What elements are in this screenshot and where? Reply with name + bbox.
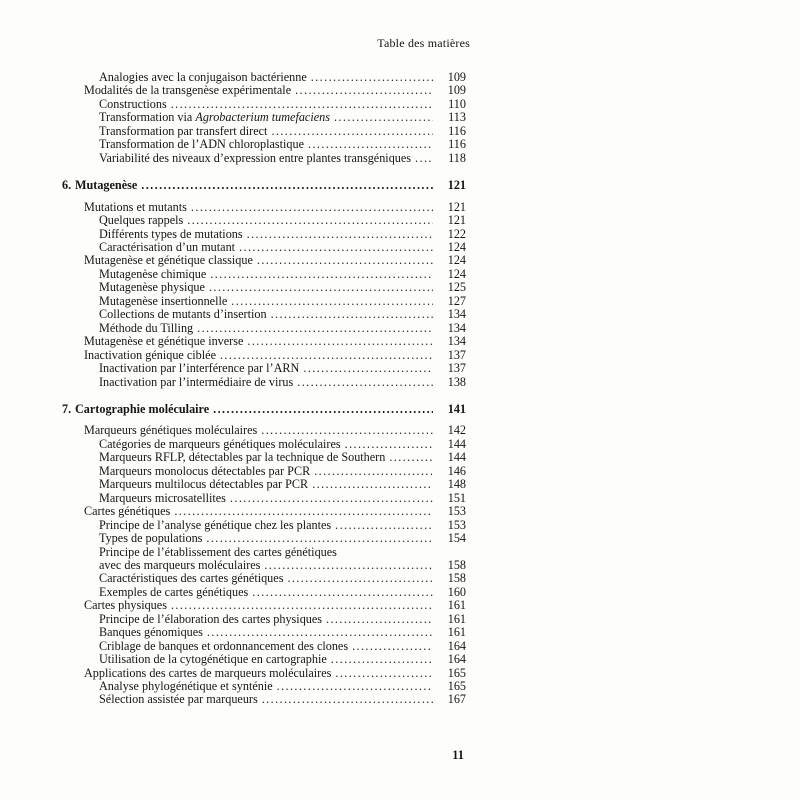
toc-entry-label: Mutagenèse et génétique classique — [84, 253, 253, 268]
toc-entry-label: Cartes génétiques — [84, 504, 171, 519]
dot-leader — [261, 424, 433, 437]
toc-entry — [62, 626, 466, 639]
toc-entry — [62, 667, 466, 680]
toc-entry — [62, 295, 466, 308]
toc-entry-page: 144 — [447, 436, 466, 451]
toc-entry-page: 121 — [447, 199, 466, 214]
toc-entry — [62, 376, 466, 389]
toc-entry-label: Types de populations — [99, 531, 203, 546]
toc-entry — [62, 532, 466, 545]
toc-entry-page: 165 — [447, 665, 466, 680]
toc-entry-page: 142 — [447, 423, 466, 438]
toc-entry — [62, 572, 466, 585]
dot-leader — [311, 71, 433, 84]
toc-entry-label: Mutagenèse chimique — [99, 266, 207, 281]
dot-leader — [335, 519, 433, 532]
toc-entry — [62, 680, 466, 693]
toc-entry — [62, 438, 466, 451]
species-name-italic: Agrobacterium tumefaciens — [195, 110, 330, 125]
toc-entry-label: Transformation via Agrobacterium tumefaciens — [99, 110, 330, 125]
toc-entry-page: 127 — [447, 293, 466, 308]
toc-entry — [62, 335, 466, 348]
toc-entry-label: Mutagenèse insertionnelle — [99, 293, 228, 308]
dot-leader — [352, 640, 433, 653]
toc-entry — [62, 492, 466, 505]
toc-entry-label: Méthode du Tilling — [99, 320, 194, 335]
toc-entry-page: 164 — [447, 638, 466, 653]
toc-entry-page: 134 — [447, 320, 466, 335]
dot-leader — [191, 201, 433, 214]
toc-entry-label: Marqueurs monolocus détectables par PCR — [99, 463, 311, 478]
dot-leader — [314, 465, 433, 478]
toc-entry-label: Applications des cartes de marqueurs moléculaires — [84, 665, 332, 680]
dot-leader — [209, 281, 433, 294]
toc-entry-page: 161 — [447, 625, 466, 640]
toc-entry-page: 116 — [448, 137, 466, 152]
toc-entry-label: Quelques rappels — [99, 213, 184, 228]
toc-entry-label: Caractérisation d’un mutant — [99, 239, 236, 254]
toc-entry-page: 165 — [447, 679, 466, 694]
toc-entry — [62, 519, 466, 532]
dot-leader — [171, 599, 433, 612]
toc-entry-page: 153 — [447, 517, 466, 532]
toc-entry — [62, 152, 466, 165]
dot-leader — [287, 572, 433, 585]
toc-entry-page: 134 — [447, 307, 466, 322]
table-of-contents — [62, 71, 466, 707]
toc-entry — [62, 71, 466, 84]
toc-entry-label: Collections de mutants d’insertion — [99, 307, 267, 322]
toc-entry-label: Criblage de banques et ordonnancement des clones — [99, 638, 349, 653]
toc-entry-label: Principe de l’élaboration des cartes physiques — [99, 611, 323, 626]
toc-entry-label: Cartes physiques — [84, 598, 167, 613]
dot-leader — [171, 98, 433, 111]
toc-entry-label: Mutagenèse physique — [99, 280, 205, 295]
toc-entry-page: 121 — [447, 178, 466, 193]
dot-leader — [230, 492, 433, 505]
toc-entry — [62, 98, 466, 111]
dot-leader — [389, 451, 433, 464]
toc-entry — [62, 125, 466, 138]
toc-entry-page: 122 — [447, 226, 466, 241]
toc-entry-label: Sélection assistée par marqueurs — [99, 692, 258, 707]
dot-leader — [334, 111, 433, 124]
toc-entry — [62, 451, 466, 464]
toc-entry-label: avec des marqueurs moléculaires — [99, 557, 261, 572]
toc-entry — [62, 349, 466, 362]
toc-entry-label: Marqueurs RFLP, détectables par la technique de Southern — [99, 450, 386, 465]
toc-entry-label: Modalités de la transgenèse expérimentale — [84, 83, 292, 98]
toc-entry — [62, 599, 466, 612]
toc-entry-label: Inactivation par l’interférence par l’ARN — [99, 361, 300, 376]
toc-entry-label: Analyse phylogénétique et synténie — [99, 679, 273, 694]
toc-entry — [62, 228, 466, 241]
dot-leader — [415, 152, 433, 165]
toc-entry-label: Banques génomiques — [99, 625, 203, 640]
dot-leader — [345, 438, 433, 451]
toc-entry — [62, 693, 466, 706]
toc-entry-page: 160 — [447, 584, 466, 599]
toc-entry — [62, 613, 466, 626]
toc-entry-page: 121 — [447, 213, 466, 228]
dot-leader — [231, 295, 433, 308]
toc-entry — [62, 308, 466, 321]
toc-entry-page: 109 — [447, 70, 466, 84]
dot-leader — [207, 626, 433, 639]
toc-entry-label: Mutagenèse — [75, 178, 138, 193]
toc-entry-page: 161 — [447, 598, 466, 613]
toc-entry-label: Caractéristiques des cartes génétiques — [99, 571, 284, 586]
toc-entry-page: 148 — [447, 477, 466, 492]
dot-leader — [335, 667, 433, 680]
toc-entry-label: Inactivation par l’intermédiaire de virus — [99, 374, 294, 389]
toc-entry-page: 137 — [447, 347, 466, 362]
dot-leader — [331, 653, 433, 666]
dot-leader — [206, 532, 433, 545]
toc-entry-page: 151 — [447, 490, 466, 505]
toc-entry-page: 113 — [448, 110, 466, 125]
toc-entry-label: Variabilité des niveaux d’expression entre plantes transgéniques — [99, 150, 412, 165]
toc-entry — [62, 111, 466, 124]
toc-entry-label: Marqueurs multilocus détectables par PCR — [99, 477, 309, 492]
toc-entry — [62, 281, 466, 294]
dot-leader — [141, 179, 433, 192]
toc-entry — [62, 268, 466, 281]
toc-entry-page: 124 — [447, 253, 466, 268]
toc-entry-page: 116 — [448, 123, 466, 138]
toc-entry-page: 124 — [447, 239, 466, 254]
dot-leader — [239, 241, 433, 254]
toc-entry-page: 124 — [447, 266, 466, 281]
toc-entry-page: 125 — [447, 280, 466, 295]
toc-entry — [62, 478, 466, 491]
toc-entry-page: 109 — [447, 83, 466, 98]
toc-entry-label: Mutagenèse et génétique inverse — [84, 334, 244, 349]
toc-entry-label: Catégories de marqueurs génétiques moléculaires — [99, 436, 341, 451]
dot-leader — [303, 362, 433, 375]
toc-entry-page: 164 — [447, 652, 466, 667]
toc-entry-page: 144 — [447, 450, 466, 465]
dot-leader — [210, 268, 433, 281]
dot-leader — [247, 228, 433, 241]
toc-entry — [62, 254, 466, 267]
toc-entry — [62, 640, 466, 653]
toc-entry — [62, 214, 466, 227]
dot-leader — [308, 138, 433, 151]
dot-leader — [174, 505, 433, 518]
toc-entry-page: 158 — [447, 571, 466, 586]
dot-leader — [326, 613, 433, 626]
toc-entry-label: Exemples de cartes génétiques — [99, 584, 249, 599]
dot-leader — [197, 322, 433, 335]
toc-entry-label: Utilisation de la cytogénétique en cartographie — [99, 652, 327, 667]
toc-entry-label: Marqueurs génétiques moléculaires — [84, 423, 258, 438]
toc-entry — [62, 201, 466, 214]
toc-entry — [62, 179, 466, 192]
folio-page-number: 11 — [452, 748, 464, 762]
toc-entry — [62, 84, 466, 97]
toc-entry-label: Différents types de mutations — [99, 226, 243, 241]
toc-entry-page: 167 — [447, 692, 466, 707]
toc-entry-label: Inactivation génique ciblée — [84, 347, 216, 362]
toc-entry — [62, 505, 466, 518]
toc-entry — [62, 403, 466, 416]
dot-leader — [277, 680, 433, 693]
dot-leader — [264, 559, 433, 572]
dot-leader — [262, 693, 433, 706]
toc-entry — [62, 559, 466, 572]
toc-entry-page: 118 — [448, 150, 466, 165]
toc-entry-page: 134 — [447, 334, 466, 349]
dot-leader — [295, 84, 433, 97]
toc-entry — [62, 546, 466, 559]
dot-leader — [312, 478, 433, 491]
toc-entry-page: 158 — [447, 557, 466, 572]
toc-entry-label: Transformation par transfert direct — [99, 123, 268, 138]
toc-entry-page: 154 — [447, 531, 466, 546]
dot-leader — [297, 376, 433, 389]
dot-leader — [187, 214, 433, 227]
toc-entry-label: Principe de l’analyse génétique chez les plantes — [99, 517, 332, 532]
dot-leader — [220, 349, 433, 362]
dot-leader — [252, 586, 433, 599]
toc-entry-page: 110 — [448, 96, 466, 111]
toc-entry-label: Cartographie moléculaire — [75, 401, 210, 416]
toc-entry-label: Marqueurs microsatellites — [99, 490, 226, 505]
running-header: Table des matières — [377, 36, 470, 50]
toc-entry — [62, 138, 466, 151]
dot-leader — [213, 403, 433, 416]
toc-entry-page: 161 — [447, 611, 466, 626]
toc-entry — [62, 653, 466, 666]
toc-entry-page: 146 — [447, 463, 466, 478]
dot-leader — [271, 125, 433, 138]
dot-leader — [257, 254, 433, 267]
toc-entry-page: 141 — [447, 401, 466, 416]
toc-entry — [62, 322, 466, 335]
toc-entry-page: 137 — [447, 361, 466, 376]
toc-entry — [62, 362, 466, 375]
toc-entry-label: Mutations et mutants — [84, 199, 187, 214]
toc-entry-page: 138 — [447, 374, 466, 389]
dot-leader — [247, 335, 433, 348]
toc-entry-label: Constructions — [99, 96, 167, 111]
toc-entry-chapter-number: 7. — [62, 401, 72, 416]
toc-entry-label: Transformation de l’ADN chloroplastique — [99, 137, 305, 152]
toc-entry-label: Analogies avec la conjugaison bactérienne — [99, 70, 307, 84]
toc-entry-chapter-number: 6. — [62, 178, 72, 193]
toc-entry — [62, 424, 466, 437]
dot-leader — [271, 308, 433, 321]
toc-entry — [62, 465, 466, 478]
toc-entry — [62, 586, 466, 599]
toc-entry-label: Principe de l’établissement des cartes génétiques — [99, 544, 337, 559]
toc-entry — [62, 241, 466, 254]
toc-entry-page: 153 — [447, 504, 466, 519]
